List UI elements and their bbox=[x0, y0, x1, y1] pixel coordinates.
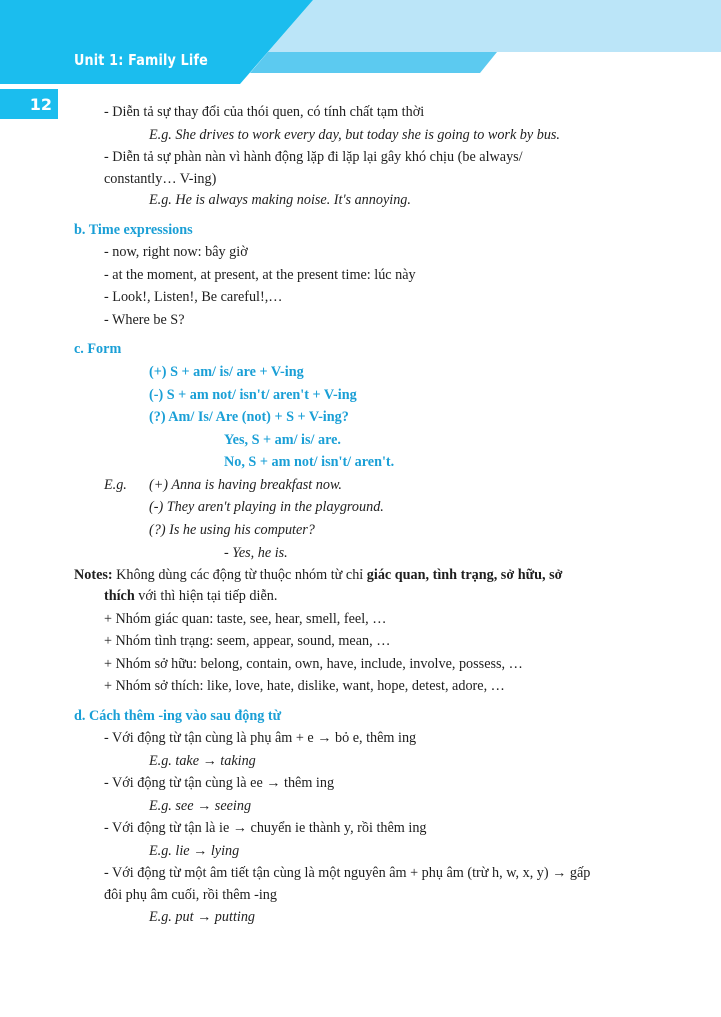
page-number-text: 12 bbox=[29, 94, 52, 114]
list-item: - Where be S? bbox=[104, 312, 185, 328]
notes-group: + Nhóm tình trạng: seem, appear, sound, mean, … bbox=[104, 633, 391, 649]
notes-text-cont: với thì hiện tại tiếp diễn. bbox=[134, 588, 278, 604]
example-text: E.g. He is always making noise. It's annoying. bbox=[149, 192, 411, 208]
rule-text: - Diễn tả sự thay đổi của thói quen, có tính chất tạm thời bbox=[104, 104, 425, 120]
notes-group: + Nhóm giác quan: taste, see, hear, smell, feel, … bbox=[104, 611, 387, 627]
example-text: (-) They aren't playing in the playground. bbox=[149, 499, 384, 515]
example-text: - Yes, he is. bbox=[224, 545, 288, 561]
rule-text: - Với động từ tận cùng là ee → thêm ing bbox=[104, 775, 335, 791]
list-item: - at the moment, at present, at the present time: lúc này bbox=[104, 267, 416, 283]
rule-text: - Diễn tả sự phàn nàn vì hành động lặp đi lặp lại gây khó chịu (be always/ bbox=[104, 149, 523, 165]
example-text: E.g. see → seeing bbox=[149, 798, 252, 814]
unit-title: Unit 1: Family Life bbox=[74, 51, 209, 69]
rule-text-cont: constantly… V-ing) bbox=[104, 171, 217, 187]
header-medium-band bbox=[250, 52, 497, 73]
page-number bbox=[0, 89, 58, 119]
example-text: (+) Anna is having breakfast now. bbox=[149, 477, 342, 493]
notes-intro bbox=[74, 566, 563, 584]
header-light-band bbox=[268, 0, 721, 52]
list-item: - now, right now: bây giờ bbox=[104, 244, 248, 260]
example-text: E.g. take → taking bbox=[149, 753, 256, 769]
section-heading-adding-ing: d. Cách thêm -ing vào sau động từ bbox=[74, 708, 282, 724]
notes-group: + Nhóm sở thích: like, love, hate, dislike, want, hope, detest, adore, … bbox=[104, 678, 505, 694]
notes-group: + Nhóm sở hữu: belong, contain, own, have, include, involve, possess, … bbox=[104, 656, 523, 672]
example-text: (?) Is he using his computer? bbox=[149, 522, 315, 538]
form-short-answer-no: No, S + am not/ isn't/ aren't. bbox=[224, 454, 395, 470]
eg-label: E.g. bbox=[104, 477, 127, 493]
notes-text: Không dùng các động từ thuộc nhóm từ chỉ bbox=[112, 567, 367, 583]
rule-text: - Với động từ tận cùng là phụ âm + e → bỏ e, thêm ing bbox=[104, 730, 417, 746]
form-short-answer-yes: Yes, S + am/ is/ are. bbox=[224, 432, 341, 448]
rule-text-cont: đôi phụ âm cuối, rồi thêm -ing bbox=[104, 887, 277, 903]
rule-text: - Với động từ tận là ie → chuyển ie thành y, rồi thêm ing bbox=[104, 820, 427, 836]
example-text: E.g. put → putting bbox=[149, 909, 256, 925]
section-heading-time-expressions: b. Time expressions bbox=[74, 222, 193, 238]
notes-intro-cont bbox=[104, 587, 277, 605]
example-text: E.g. lie → lying bbox=[149, 843, 240, 859]
example-text: E.g. She drives to work every day, but today she is going to work by bus. bbox=[149, 127, 560, 143]
list-item: - Look!, Listen!, Be careful!,… bbox=[104, 289, 283, 305]
notes-bold-groups: giác quan, tình trạng, sở hữu, sở bbox=[366, 567, 563, 583]
notes-label: Notes: bbox=[74, 567, 113, 583]
form-affirmative: (+) S + am/ is/ are + V-ing bbox=[149, 364, 304, 380]
section-heading-form: c. Form bbox=[74, 341, 122, 357]
rule-text: - Với động từ một âm tiết tận cùng là một nguyên âm + phụ âm (trừ h, w, x, y) → gấp bbox=[104, 865, 591, 881]
form-negative: (-) S + am not/ isn't/ aren't + V-ing bbox=[149, 387, 357, 403]
header-banner bbox=[0, 0, 721, 90]
form-question: (?) Am/ Is/ Are (not) + S + V-ing? bbox=[149, 409, 349, 425]
notes-bold-cont: thích bbox=[104, 588, 135, 604]
